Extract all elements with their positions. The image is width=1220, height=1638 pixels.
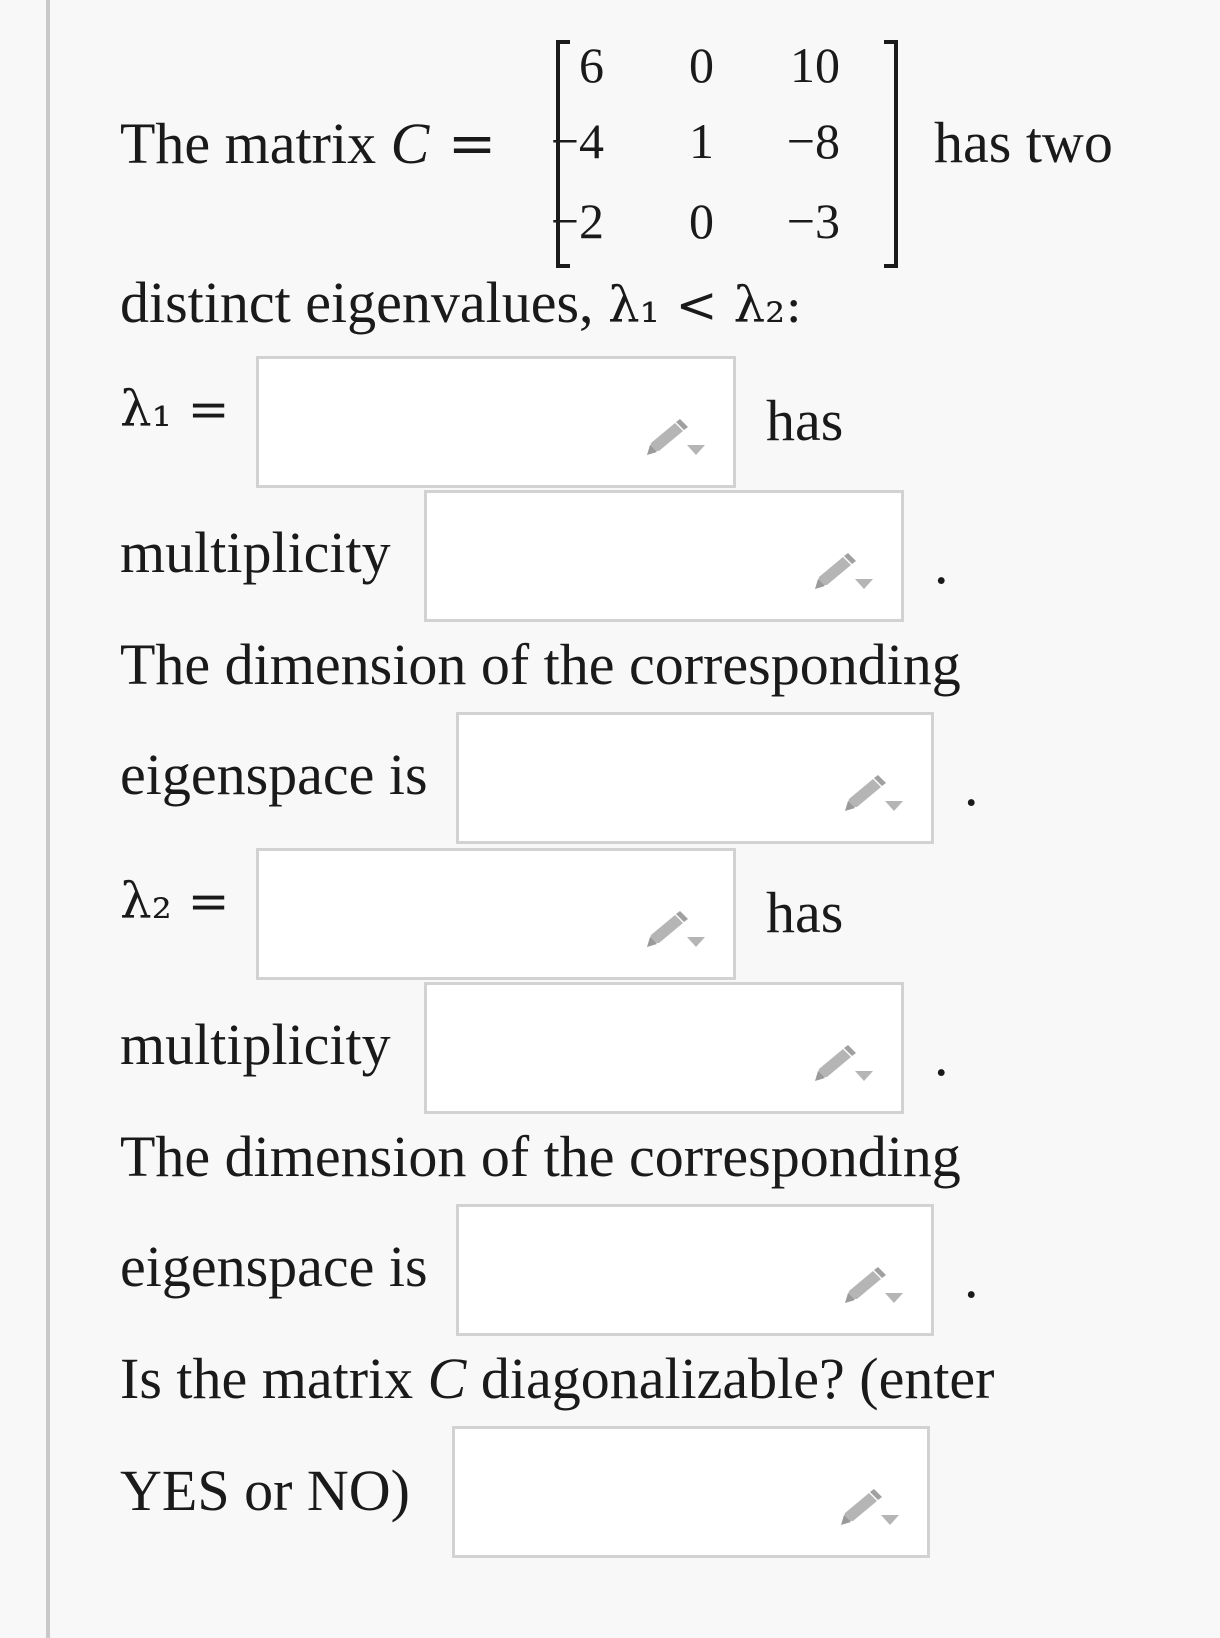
matrix-cell: 1 [689, 113, 714, 169]
matrix-right-bracket [884, 40, 898, 268]
dimension-label-2b: eigenspace is [120, 1234, 428, 1299]
pencil-dropdown-icon[interactable] [645, 419, 707, 459]
multiplicity-label-2: multiplicity [120, 1012, 391, 1077]
multiplicity1-answer-box[interactable] [424, 490, 904, 622]
question-suffix: diagonalizable? (enter [466, 1346, 995, 1411]
equals-sign: = [429, 109, 497, 177]
matrix-cell: −8 [786, 113, 840, 169]
diagonalizable-question-line2: YES or NO) [120, 1458, 410, 1523]
intro-line-2 [120, 270, 803, 335]
distinct-eigenvalues-text: distinct eigenvalues, [120, 270, 609, 335]
matrix-cell: −4 [550, 113, 604, 169]
dimension2-answer-box[interactable] [456, 1204, 934, 1336]
lambda2-label: λ₂ = [120, 872, 230, 930]
dimension-label-1b: eigenspace is [120, 742, 428, 807]
pencil-dropdown-icon[interactable] [813, 1045, 875, 1085]
lambda-order: λ₁ < λ₂: [608, 276, 803, 334]
multiplicity-label-1: multiplicity [120, 520, 391, 585]
pencil-dropdown-icon[interactable] [645, 911, 707, 951]
pencil-dropdown-icon[interactable] [843, 775, 905, 815]
diagonalizable-question-line1 [120, 1346, 995, 1411]
pencil-dropdown-icon[interactable] [839, 1489, 901, 1529]
matrix-name: C [390, 111, 430, 176]
matrix-c [546, 37, 904, 268]
question-matrix-name: C [427, 1346, 467, 1411]
multiplicity2-answer-box[interactable] [424, 982, 904, 1114]
intro-suffix: has two [934, 110, 1113, 175]
intro-line [120, 109, 497, 177]
matrix-cell: −2 [550, 193, 604, 249]
has-text-1: has [766, 388, 844, 453]
left-border-rule [46, 0, 50, 1638]
matrix-cell: 10 [790, 37, 840, 93]
matrix-cell: 0 [689, 193, 714, 249]
matrix-cell: 0 [689, 37, 714, 93]
period: . [934, 1023, 949, 1088]
matrix-cell: −3 [786, 193, 840, 249]
question-prefix: Is the matrix [120, 1346, 428, 1411]
dimension-label-2a: The dimension of the corresponding [120, 1124, 961, 1189]
period: . [964, 753, 979, 818]
period: . [934, 531, 949, 596]
diagonalizable-answer-box[interactable] [452, 1426, 930, 1558]
lambda2-answer-box[interactable] [256, 848, 736, 980]
period: . [964, 1245, 979, 1310]
pencil-dropdown-icon[interactable] [843, 1267, 905, 1307]
lambda1-answer-box[interactable] [256, 356, 736, 488]
dimension1-answer-box[interactable] [456, 712, 934, 844]
matrix-cell: 6 [579, 37, 604, 93]
lambda1-label: λ₁ = [120, 380, 230, 438]
dimension-label-1a: The dimension of the corresponding [120, 632, 961, 697]
intro-prefix: The matrix [120, 111, 391, 176]
has-text-2: has [766, 880, 844, 945]
pencil-dropdown-icon[interactable] [813, 553, 875, 593]
